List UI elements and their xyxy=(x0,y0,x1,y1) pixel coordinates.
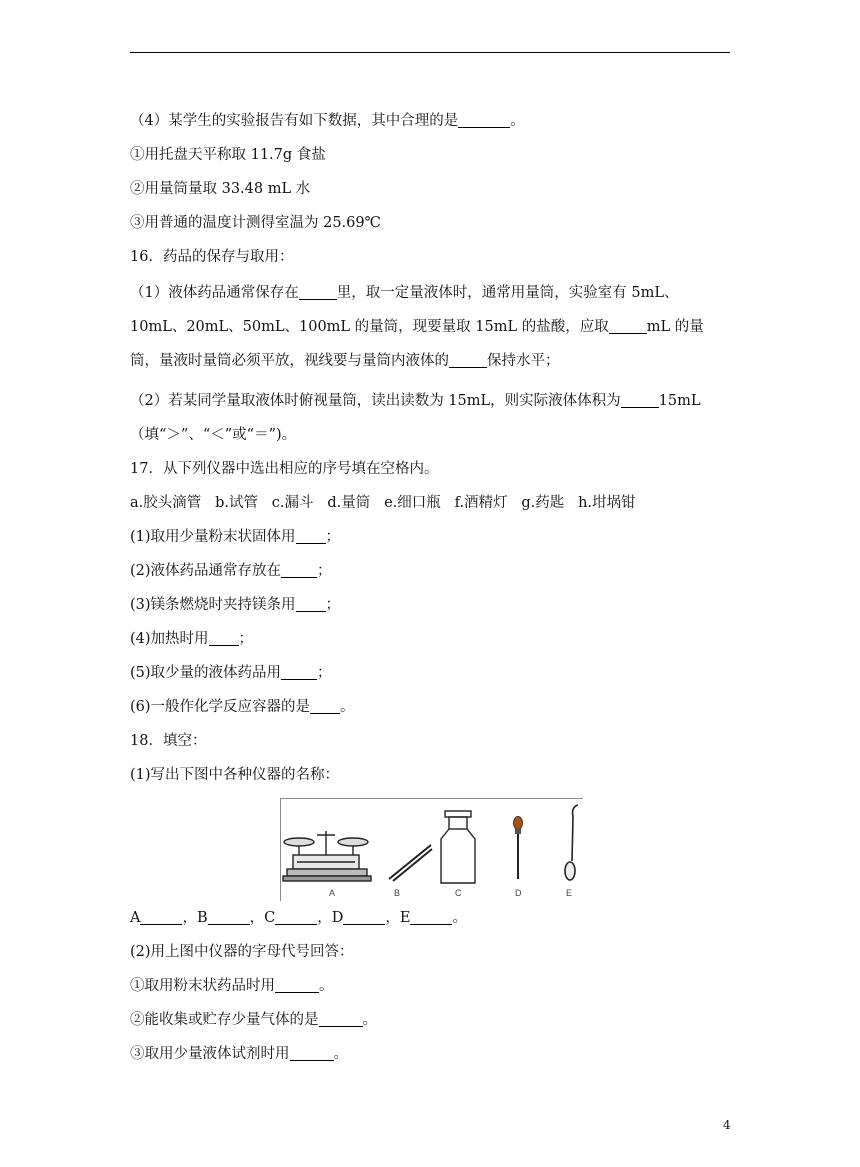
q16-part-2: （2）若某同学量取液体时俯视量筒，读出读数为 15mL，则实际液体体积为 15mL（填“＞”、“＜”或“＝”)。 xyxy=(130,393,701,443)
answer-blank[interactable] xyxy=(449,351,487,368)
page-content xyxy=(130,110,730,1077)
q18-answer-2: ②能收集或贮存少量气体的是 。 xyxy=(130,1012,377,1028)
answer-blank[interactable] xyxy=(209,629,239,646)
q18-name-blanks: A ，B ，C ，D ，E 。 xyxy=(130,910,467,926)
figure-label-b: B xyxy=(394,888,401,898)
medicine-spoon-icon xyxy=(565,805,578,880)
answer-blank[interactable] xyxy=(275,976,319,993)
q15-4-option-2: ②用量筒量取 33.48 mL 水 xyxy=(130,181,311,197)
q16-part-1: （1）液体药品通常保存在 里，取一定量液体时，通常用量筒，实验室有 5mL、10mL、20mL、50mL、100mL 的量筒，现要量取 15mL 的盐酸，应取 mL 的量筒，量液时量筒必须平放，视线要与量筒内液体的 保持水平； xyxy=(130,285,704,369)
answer-blank[interactable] xyxy=(458,111,510,128)
figure-label-a: A xyxy=(329,888,336,898)
answer-blank[interactable] xyxy=(281,561,317,578)
answer-blank[interactable] xyxy=(299,283,337,300)
header-rule xyxy=(130,52,730,53)
q17-title: 17．从下列仪器中选出相应的序号填在空格内。 xyxy=(130,461,439,477)
answer-blank[interactable] xyxy=(319,1010,363,1027)
answer-blank[interactable] xyxy=(343,908,385,925)
q17-item-4: (4)加热时用 ； xyxy=(130,631,254,647)
answer-blank[interactable] xyxy=(140,908,182,925)
answer-blank[interactable] xyxy=(275,908,317,925)
tweezers-icon xyxy=(389,845,432,881)
answer-blank[interactable] xyxy=(290,1044,334,1061)
answer-blank[interactable] xyxy=(296,595,326,612)
figure-label-c: C xyxy=(455,888,462,898)
q17-item-1: (1)取用少量粉末状固体用 ； xyxy=(130,529,341,545)
q18-sub-2: (2)用上图中仪器的字母代号回答： xyxy=(130,944,354,960)
q17-item-3: (3)镁条燃烧时夹持镁条用 ； xyxy=(130,597,341,613)
q15-4-option-1: ①用托盘天平称取 11.7g 食盐 xyxy=(130,147,326,163)
q16-title: 16．药品的保存与取用： xyxy=(130,249,294,265)
figure-label-d: D xyxy=(515,888,522,898)
q18-answer-3: ③取用少量液体试剂时用 。 xyxy=(130,1046,348,1062)
instrument-figure xyxy=(280,798,583,901)
q18-title: 18．填空： xyxy=(130,733,207,749)
figure-label-e: E xyxy=(566,888,573,898)
balance-icon xyxy=(283,831,371,881)
dropper-icon xyxy=(514,817,523,880)
q17-item-6: (6)一般作化学反应容器的是 。 xyxy=(130,699,355,715)
q15-4-stem: （4）某学生的实验报告有如下数据，其中合理的是 。 xyxy=(130,113,525,129)
q17-item-5: (5)取少量的液体药品用 ； xyxy=(130,665,332,681)
answer-blank[interactable] xyxy=(208,908,250,925)
q17-item-2: (2)液体药品通常存放在 ； xyxy=(130,563,332,579)
q18-sub-1: (1)写出下图中各种仪器的名称： xyxy=(130,767,340,783)
answer-blank[interactable] xyxy=(281,663,317,680)
q18-answer-1: ①取用粉末状药品时用 。 xyxy=(130,978,334,994)
answer-blank[interactable] xyxy=(621,391,659,408)
answer-blank[interactable] xyxy=(310,697,340,714)
answer-blank[interactable] xyxy=(609,317,647,334)
q15-4-option-3: ③用普通的温度计测得室温为 25.69℃ xyxy=(130,215,381,231)
answer-blank[interactable] xyxy=(296,527,326,544)
page-number: 4 xyxy=(723,1118,731,1132)
reagent-bottle-icon xyxy=(441,811,475,883)
answer-blank[interactable] xyxy=(410,908,452,925)
q17-options: a.胶头滴管 b.试管 c.漏斗 d.量筒 e.细口瓶 f.酒精灯 g.药匙 h.坩埚钳 xyxy=(130,495,636,511)
